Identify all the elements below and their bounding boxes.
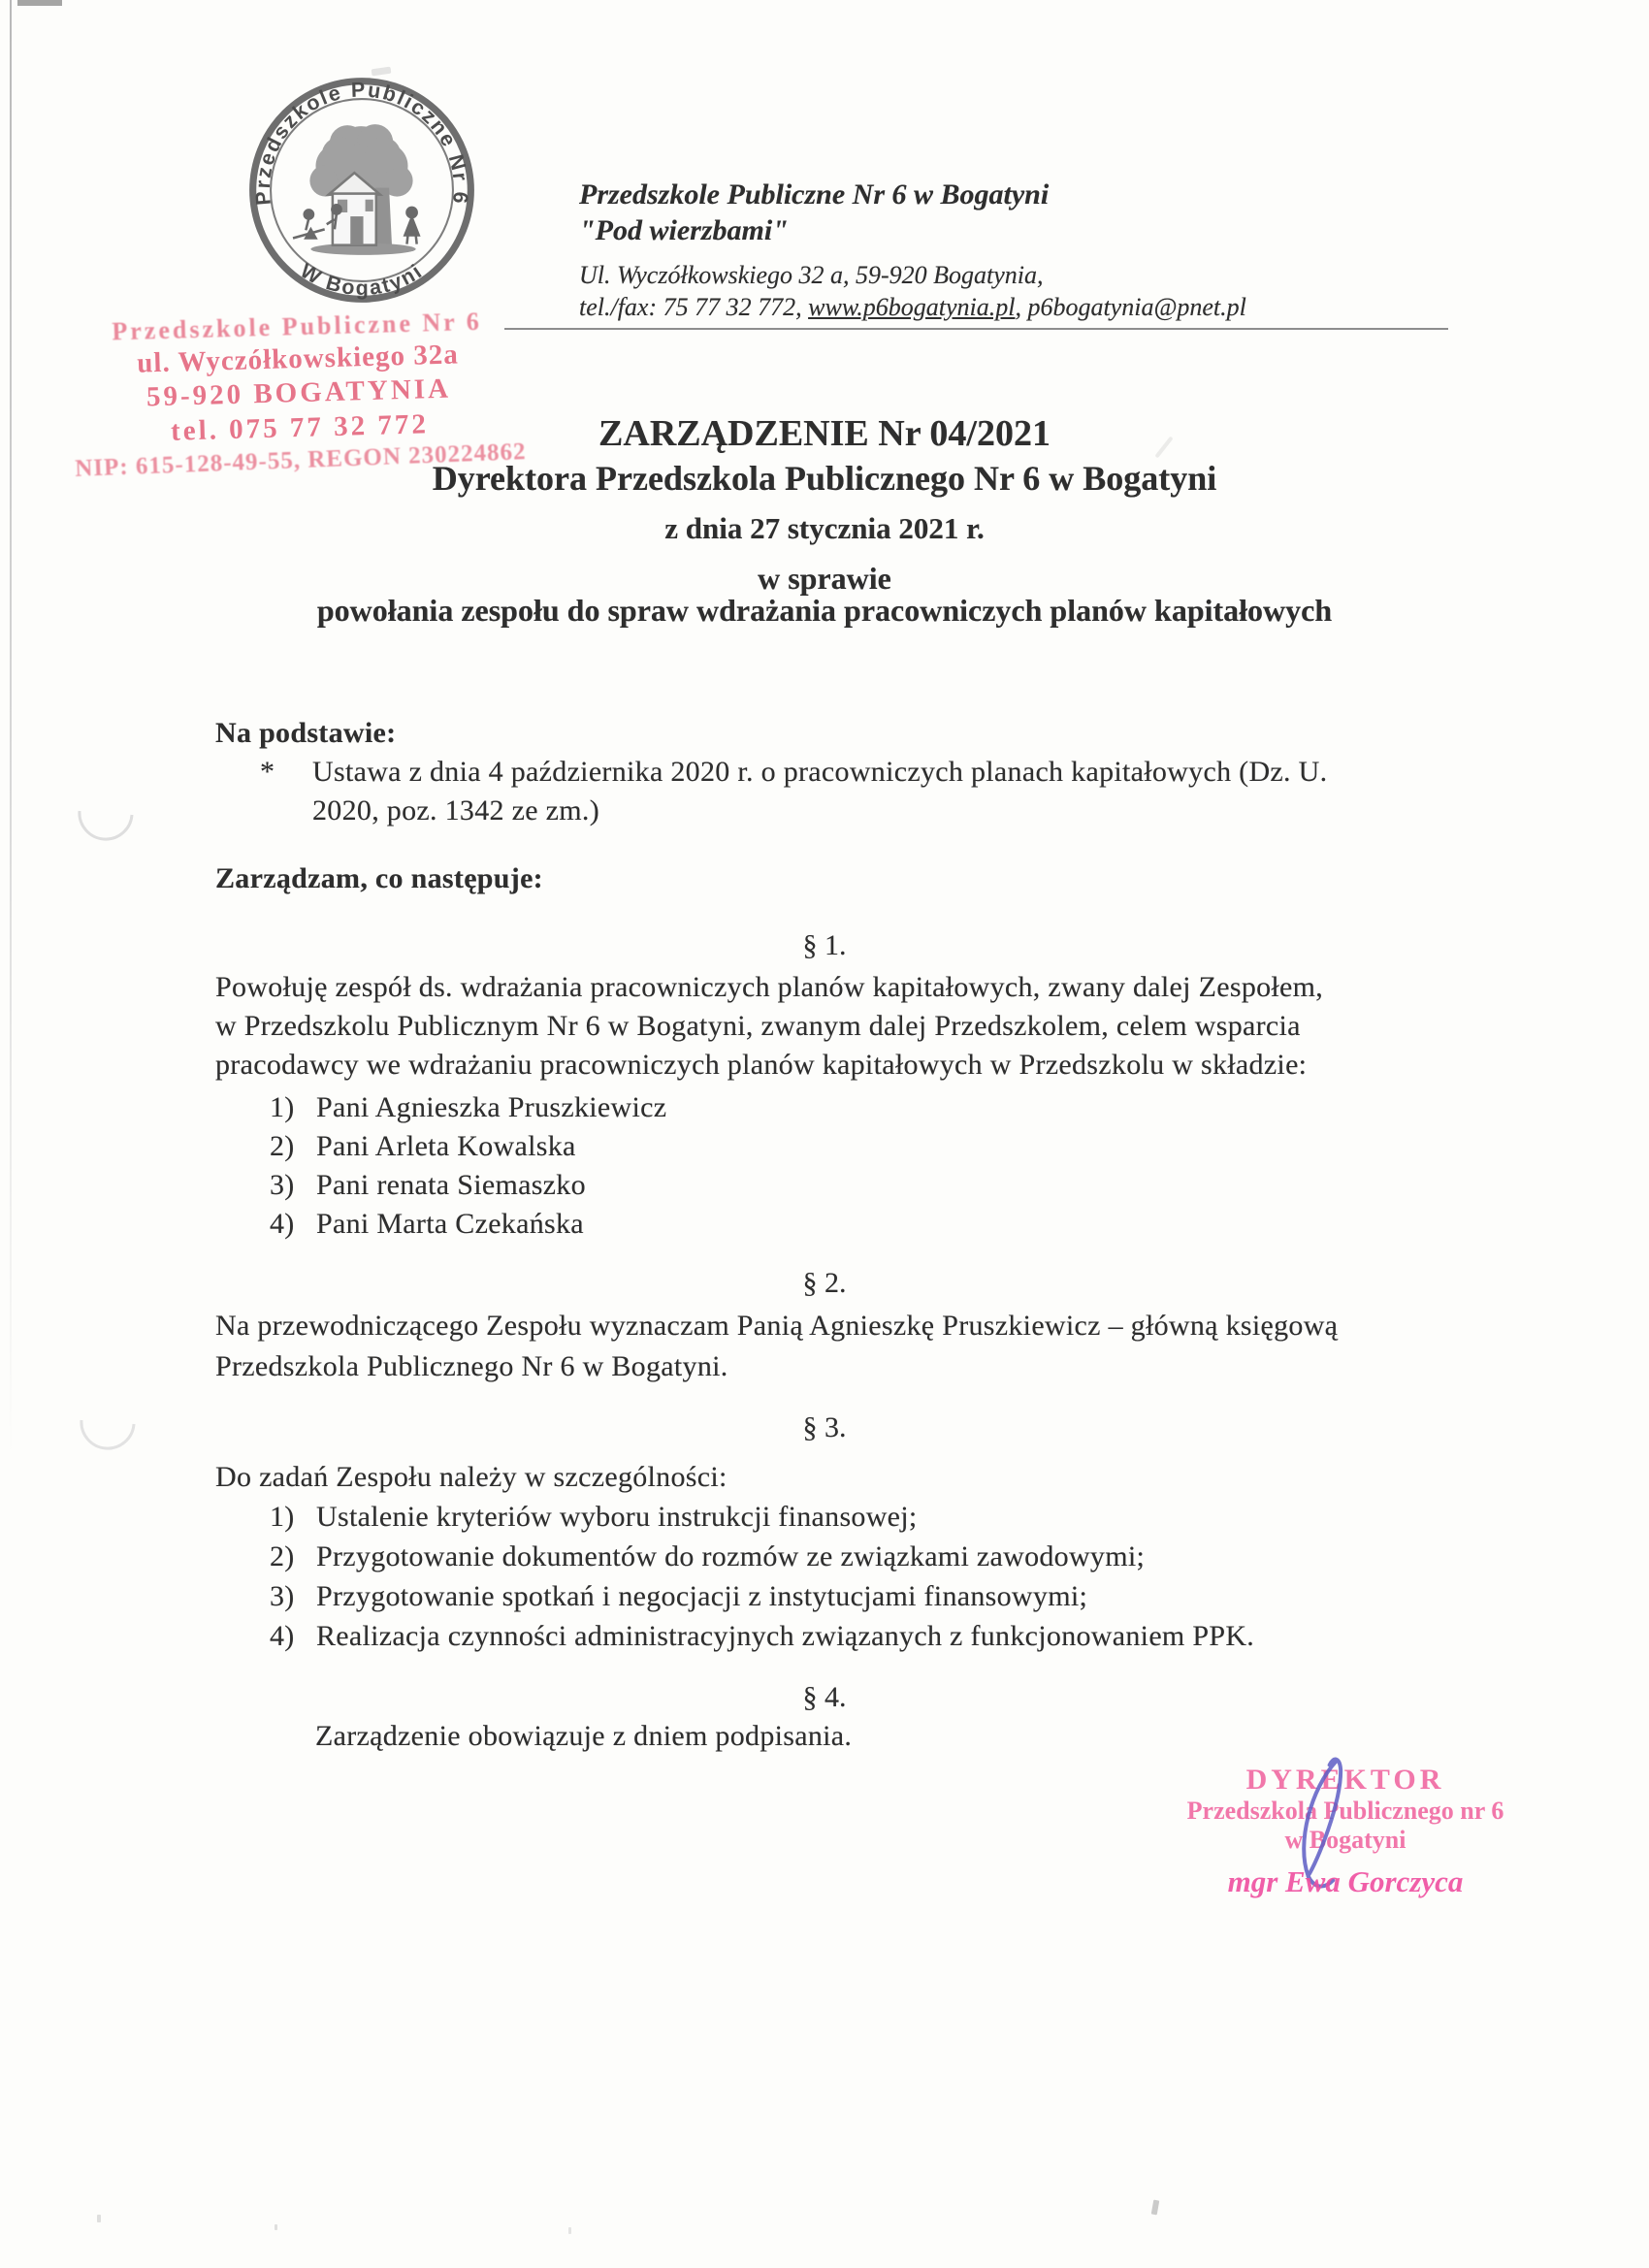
section-4-heading: § 4. <box>802 1681 847 1713</box>
director-stamp-title: DYREKTOR <box>1245 1764 1445 1796</box>
section-1-member-list <box>215 1088 1488 1244</box>
list-item <box>270 1205 1488 1244</box>
logo-arc-text-bottom: W Bogatyni <box>296 258 428 301</box>
letterhead-address: Ul. Wyczółkowskiego 32 a, 59-920 Bogatynia, <box>579 261 1044 289</box>
list-item <box>270 1616 1488 1656</box>
document-title: ZARZĄDZENIE Nr 04/2021 <box>598 413 1051 454</box>
letterhead <box>579 177 1246 323</box>
list-item <box>270 1088 1488 1127</box>
list-item-number: 4) <box>270 1208 295 1240</box>
logo-tree-icon <box>293 124 419 255</box>
list-item-number: 2) <box>270 1130 295 1162</box>
section-2-line1: Na przewodniczącego Zespołu wyznaczam Panią Agnieszkę Pruszkiewicz – główną księgową <box>215 1310 1339 1342</box>
section-3-intro: Do zadań Zespołu należy w szczególności: <box>215 1461 728 1493</box>
faint-arc-artifact <box>78 1412 138 1463</box>
list-item-text: Pani Arleta Kowalska <box>316 1130 576 1162</box>
scan-speck <box>568 2227 571 2234</box>
list-item-text: Ustalenie kryteriów wyboru instrukcji finansowej; <box>316 1501 918 1533</box>
letterhead-org-name: Przedszkole Publiczne Nr 6 w Bogatyni <box>579 178 1050 211</box>
director-stamp-city: w Bogatyni <box>1284 1826 1406 1854</box>
list-item-text: Przygotowanie dokumentów do rozmów ze związkami zawodowymi; <box>316 1540 1146 1572</box>
letterhead-divider <box>504 328 1448 330</box>
letterhead-phone: tel./fax: 75 77 32 772, <box>579 293 809 321</box>
basis-heading: Na podstawie: <box>215 717 397 749</box>
list-item-number: 3) <box>270 1169 295 1201</box>
faint-arc-artifact <box>76 803 136 854</box>
scan-speck <box>275 2224 277 2230</box>
director-stamp-org: Przedszkola Publicznego nr 6 <box>1186 1797 1504 1825</box>
stamp-street: ul. Wyczółkowskiego 32a <box>136 339 460 379</box>
list-item-number: 4) <box>270 1620 295 1652</box>
letterhead-org-motto: "Pod wierzbami" <box>579 214 789 246</box>
document-date: z dnia 27 stycznia 2021 r. <box>664 511 985 545</box>
stamp-city: 59-920 BOGATYNIA <box>146 373 452 413</box>
basis-item <box>215 753 1478 830</box>
basis-item-line1: Ustawa z dnia 4 października 2020 r. o pracowniczych planach kapitałowych (Dz. U. <box>312 756 1328 788</box>
stamp-nip-regon: NIP: 615-128-49-55, REGON 230224862 <box>74 438 528 482</box>
letterhead-website-link: www.p6bogatynia.pl <box>808 293 1016 321</box>
list-item <box>270 1537 1488 1576</box>
director-signature-name: mgr Ewa Gorczyca <box>1227 1864 1464 1898</box>
section-2-heading: § 2. <box>802 1267 847 1299</box>
logo-tree-trunk <box>375 187 392 247</box>
stamp-org-name: Przedszkole Publiczne Nr 6 <box>111 307 483 346</box>
list-item-number: 3) <box>270 1580 295 1612</box>
section-2-line2: Przedszkola Publicznego Nr 6 w Bogatyni. <box>215 1350 728 1382</box>
section-1-line1: Powołuję zespół ds. wdrażania pracowniczych planów kapitałowych, zwany dalej Zespołem, <box>215 971 1324 1003</box>
section-1-line3: pracodawcy we wdrażaniu pracowniczych planów kapitałowych w Przedszkolu w składzie: <box>215 1049 1308 1081</box>
order-heading: Zarządzam, co następuje: <box>215 862 543 894</box>
document-subject-label: w sprawie <box>758 561 891 596</box>
section-4-text: Zarządzenie obowiązuje z dniem podpisania. <box>315 1720 853 1752</box>
section-2-paragraph <box>215 1306 1434 1387</box>
section-1-line2: w Przedszkolu Publicznym Nr 6 w Bogatyni, zwanym dalej Przedszkolem, celem wsparcia <box>215 1010 1301 1042</box>
list-item-text: Przygotowanie spotkań i negocjacji z instytucjami finansowymi; <box>316 1580 1088 1612</box>
list-item-number: 1) <box>270 1501 295 1533</box>
document-subject: powołania zespołu do spraw wdrażania pracowniczych planów kapitałowych <box>316 593 1333 628</box>
scan-edge-line <box>10 0 12 1455</box>
basis-item-line2: 2020, poz. 1342 ze zm.) <box>312 794 599 826</box>
list-item <box>270 1576 1488 1616</box>
list-item-text: Realizacja czynności administracyjnych związanych z funkcjonowaniem PPK. <box>316 1620 1255 1652</box>
scan-speck <box>97 2215 101 2222</box>
section-1-paragraph <box>215 968 1434 1085</box>
list-item-text: Pani Marta Czekańska <box>316 1208 584 1240</box>
logo-arc-text-top: Przedszkole Publiczne Nr 6 <box>250 78 473 207</box>
section-3-task-list <box>215 1497 1488 1656</box>
list-item <box>270 1166 1488 1205</box>
list-item-text: Pani Agnieszka Pruszkiewicz <box>316 1091 667 1123</box>
list-item-number: 2) <box>270 1540 295 1572</box>
list-item <box>270 1497 1488 1537</box>
document-title-issuer: Dyrektora Przedszkola Publicznego Nr 6 w Bogatyni <box>432 459 1217 498</box>
section-1-heading: § 1. <box>802 929 847 961</box>
list-item <box>270 1127 1488 1166</box>
svg-text:W Bogatyni <box>296 259 427 300</box>
pink-address-stamp <box>45 304 554 483</box>
list-item-text: Pani renata Siemaszko <box>316 1169 586 1201</box>
bullet-asterisk: * <box>260 756 275 788</box>
scan-speck <box>1151 2200 1160 2216</box>
list-item-number: 1) <box>270 1091 295 1123</box>
letterhead-contact <box>579 291 1246 323</box>
section-3-heading: § 3. <box>802 1411 847 1443</box>
scan-corner-mark <box>17 0 62 6</box>
stamp-phone: tel. 075 77 32 772 <box>170 408 430 447</box>
letterhead-email: , p6bogatynia@pnet.pl <box>1015 293 1246 321</box>
kindergarten-round-logo <box>245 74 478 307</box>
